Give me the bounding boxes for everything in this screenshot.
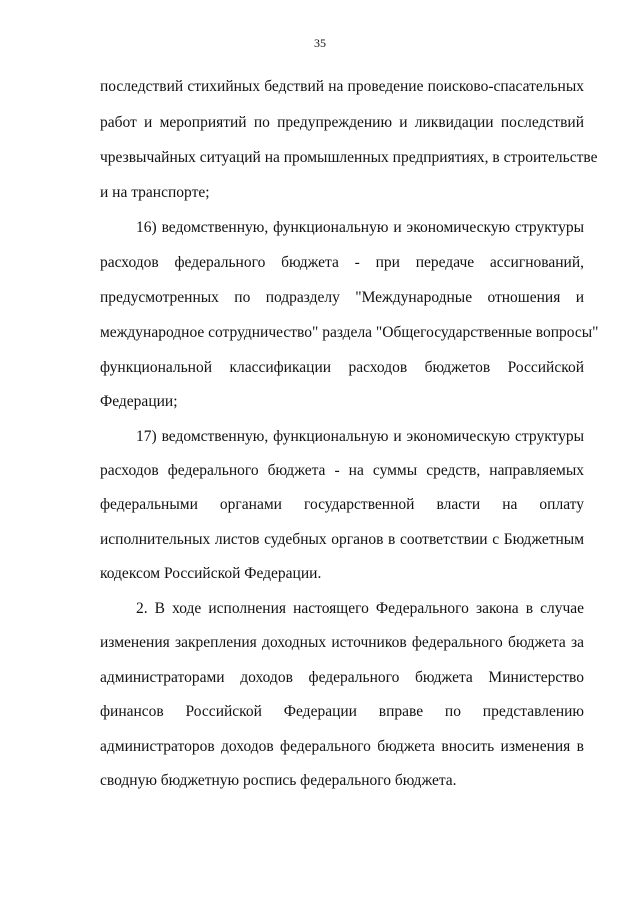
text-line: международное сотрудничество" раздела "Общегосударственные вопросы"	[100, 324, 599, 341]
text-line: исполнительных листов судебных органов в соответствии с Бюджетным	[100, 531, 584, 548]
text-line: администраторами доходов федерального бюджета Министерство	[100, 669, 584, 686]
text-line: изменения закрепления доходных источников федерального бюджета за	[100, 634, 584, 651]
text-line: и на транспорте;	[100, 184, 210, 201]
text-line: финансов Российской Федерации вправе по представлению	[100, 703, 584, 720]
text-line: чрезвычайных ситуаций на промышленных предприятиях, в строительстве	[100, 149, 598, 166]
page-number: 35	[314, 36, 326, 50]
list-item-16: 16) ведомственную, функциональную и экономическую структуры	[136, 219, 584, 236]
text-line: Федерации;	[100, 393, 178, 410]
text-line: функциональной классификации расходов бюджетов Российской	[100, 359, 584, 376]
list-item-17: 17) ведомственную, функциональную и экономическую структуры	[136, 428, 584, 445]
text-line: расходов федерального бюджета - при передаче ассигнований,	[100, 254, 584, 271]
paragraph-2-start: 2. В ходе исполнения настоящего Федерального закона в случае	[136, 600, 584, 617]
text-line: кодексом Российской Федерации.	[100, 565, 322, 582]
text-line: последствий стихийных бедствий на проведение поисково-спасательных	[100, 78, 584, 95]
text-line: администраторов доходов федерального бюджета вносить изменения в	[100, 738, 584, 755]
text-line: сводную бюджетную роспись федерального бюджета.	[100, 772, 457, 789]
text-line: работ и мероприятий по предупреждению и ликвидации последствий	[100, 114, 584, 131]
text-line: предусмотренных по подразделу "Международные отношения и	[100, 289, 584, 306]
text-line: расходов федерального бюджета - на суммы средств, направляемых	[100, 462, 584, 479]
text-line: федеральными органами государственной власти на оплату	[100, 496, 584, 513]
